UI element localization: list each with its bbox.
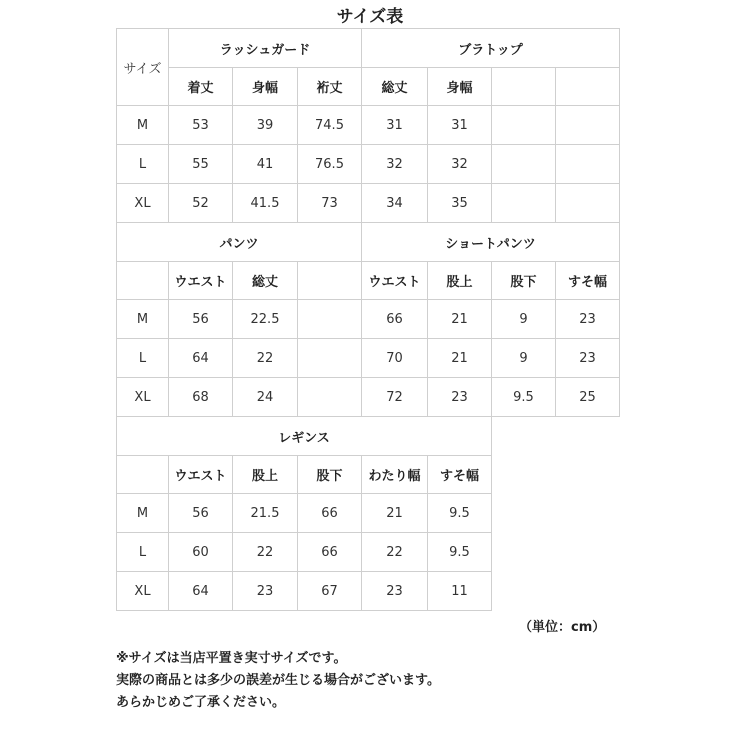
table-cell: 23	[556, 339, 620, 378]
group-header-pants: パンツ	[117, 223, 362, 262]
column-header: 総丈	[362, 68, 428, 106]
table-cell: 74.5	[298, 106, 362, 145]
size-table-pants-shortpants	[116, 222, 620, 417]
table-cell	[298, 339, 362, 378]
table-cell: 9.5	[428, 494, 492, 533]
column-header: わたり幅	[362, 456, 428, 494]
size-label: XL	[117, 378, 169, 417]
column-header: ウエスト	[169, 456, 233, 494]
table-cell	[492, 106, 556, 145]
column-header: 股下	[298, 456, 362, 494]
column-header: すそ幅	[556, 262, 620, 300]
table-row	[117, 533, 492, 572]
size-label: L	[117, 339, 169, 378]
column-header: 身幅	[233, 68, 298, 106]
table-cell: 56	[169, 300, 233, 339]
size-label: L	[117, 145, 169, 184]
unit-note: （単位：cm）	[519, 620, 606, 635]
table-cell: 25	[556, 378, 620, 417]
size-label: XL	[117, 184, 169, 223]
column-header: ウエスト	[362, 262, 428, 300]
table-cell: 53	[169, 106, 233, 145]
table-cell: 9	[492, 300, 556, 339]
table-cell: 35	[428, 184, 492, 223]
table-cell: 21	[428, 339, 492, 378]
column-header-empty	[492, 68, 556, 106]
table-row	[117, 184, 620, 223]
column-header-empty	[556, 68, 620, 106]
column-header: 股上	[428, 262, 492, 300]
table-row	[117, 300, 620, 339]
notes-block	[116, 648, 636, 714]
table-cell: 11	[428, 572, 492, 611]
column-header: 股下	[492, 262, 556, 300]
table-cell: 32	[428, 145, 492, 184]
table-row	[117, 378, 620, 417]
table-cell: 21	[428, 300, 492, 339]
size-corner-label: サイズ	[117, 29, 169, 106]
group-header-bratop: ブラトップ	[362, 29, 620, 68]
size-label: M	[117, 106, 169, 145]
table-cell	[492, 184, 556, 223]
table-cell: 23	[428, 378, 492, 417]
size-label: XL	[117, 572, 169, 611]
table-cell: 70	[362, 339, 428, 378]
column-header: 股上	[233, 456, 298, 494]
table-cell: 41	[233, 145, 298, 184]
note-line: あらかじめご了承ください。	[116, 695, 286, 710]
table-cell: 66	[298, 494, 362, 533]
size-header-empty	[117, 262, 169, 300]
column-header: 裄丈	[298, 68, 362, 106]
table-row	[117, 339, 620, 378]
table-cell: 52	[169, 184, 233, 223]
table-cell: 66	[362, 300, 428, 339]
table-cell: 64	[169, 339, 233, 378]
table-cell: 9.5	[428, 533, 492, 572]
size-header-empty	[117, 456, 169, 494]
size-table-leggings	[116, 416, 492, 611]
table-cell: 34	[362, 184, 428, 223]
table-row	[117, 106, 620, 145]
table-cell	[492, 145, 556, 184]
size-label: L	[117, 533, 169, 572]
column-header: ウエスト	[169, 262, 233, 300]
table-cell: 32	[362, 145, 428, 184]
table-cell: 41.5	[233, 184, 298, 223]
group-header-shortpants: ショートパンツ	[362, 223, 620, 262]
table-cell: 22	[233, 339, 298, 378]
table-cell: 31	[362, 106, 428, 145]
table-cell: 68	[169, 378, 233, 417]
column-header: すそ幅	[428, 456, 492, 494]
table-cell	[556, 106, 620, 145]
size-table-rashguard-bratop	[116, 28, 620, 223]
table-cell: 72	[362, 378, 428, 417]
table-cell: 22	[362, 533, 428, 572]
column-header: 着丈	[169, 68, 233, 106]
group-header-leggings: レギンス	[117, 417, 492, 456]
table-cell	[556, 145, 620, 184]
table-cell: 22.5	[233, 300, 298, 339]
table-cell: 23	[556, 300, 620, 339]
table-cell: 39	[233, 106, 298, 145]
table-cell: 56	[169, 494, 233, 533]
table-cell: 67	[298, 572, 362, 611]
column-header-empty	[298, 262, 362, 300]
note-line: 実際の商品とは多少の誤差が生じる場合がございます。	[116, 673, 440, 688]
table-cell: 21	[362, 494, 428, 533]
page-title: サイズ表	[336, 7, 404, 27]
table-cell: 24	[233, 378, 298, 417]
table-cell: 22	[233, 533, 298, 572]
table-cell: 9.5	[492, 378, 556, 417]
group-header-rashguard: ラッシュガード	[169, 29, 362, 68]
table-cell: 23	[233, 572, 298, 611]
note-line: ※サイズは当店平置き実寸サイズです。	[116, 651, 347, 666]
table-cell: 31	[428, 106, 492, 145]
size-label: M	[117, 494, 169, 533]
table-cell	[298, 300, 362, 339]
column-header: 身幅	[428, 68, 492, 106]
table-row	[117, 145, 620, 184]
size-label: M	[117, 300, 169, 339]
table-cell: 9	[492, 339, 556, 378]
table-row	[117, 572, 492, 611]
table-cell: 73	[298, 184, 362, 223]
table-cell: 60	[169, 533, 233, 572]
table-cell	[556, 184, 620, 223]
table-cell: 76.5	[298, 145, 362, 184]
table-cell: 64	[169, 572, 233, 611]
table-cell	[298, 378, 362, 417]
table-cell: 23	[362, 572, 428, 611]
table-cell: 55	[169, 145, 233, 184]
table-row	[117, 494, 492, 533]
table-cell: 21.5	[233, 494, 298, 533]
table-cell: 66	[298, 533, 362, 572]
column-header: 総丈	[233, 262, 298, 300]
